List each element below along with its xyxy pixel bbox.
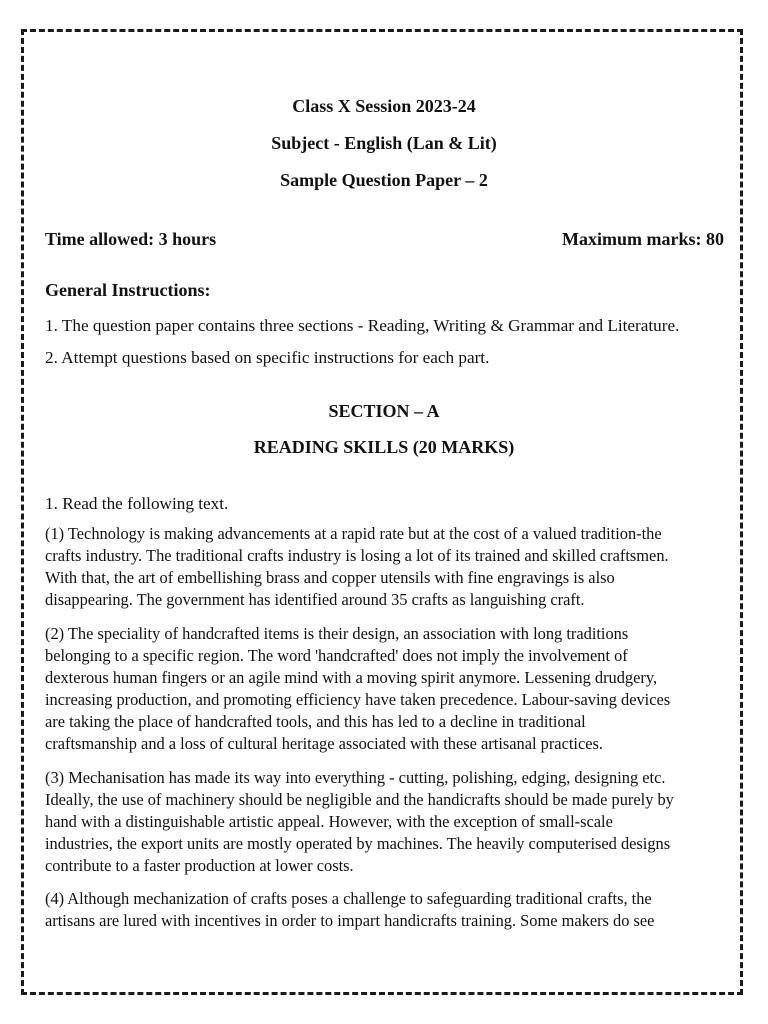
passage-paragraph-1 [45,523,725,611]
paragraph-line: disappearing. The government has identified around 35 crafts as languishing craft. [45,590,585,609]
paragraph-line: With that, the art of embellishing brass and copper utensils with fine engravings is also [45,568,615,587]
session-title: Class X Session 2023-24 [292,96,476,116]
passage-paragraph-3 [45,767,725,877]
paragraph-line: belonging to a specific region. The word 'handcrafted' does not imply the involvement of [45,646,628,665]
instructions-heading: General Instructions: [45,280,211,300]
time-allowed: Time allowed: 3 hours [45,229,217,249]
paragraph-line: (1) Technology is making advancements at a rapid rate but at the cost of a valued tradition-the [45,524,662,543]
paragraph-line: (2) The speciality of handcrafted items is their design, an association with long traditions [45,624,629,643]
paragraph-line: contribute to a faster production at lower costs. [45,856,354,875]
paragraph-line: (3) Mechanisation has made its way into everything - cutting, polishing, edging, designing etc. [45,768,666,787]
paragraph-line: craftsmanship and a loss of cultural heritage associated with these artisanal practices. [45,734,603,753]
paper-title: Sample Question Paper – 2 [280,170,488,190]
question-prompt: 1. Read the following text. [45,494,229,513]
paragraph-line: hand with a distinguishable artistic appeal. However, with the exception of small-scale [45,812,613,831]
instruction-item: 1. The question paper contains three sections - Reading, Writing & Grammar and Literature. [45,316,680,335]
passage-paragraph-2 [45,623,725,755]
paragraph-line: increasing production, and promoting efficiency have taken precedence. Labour-saving devices [45,690,671,709]
passage-paragraph-4 [45,888,725,932]
section-title: SECTION – A [328,401,440,421]
paragraph-line: Ideally, the use of machinery should be negligible and the handicrafts should be made purely by [45,790,674,809]
paragraph-line: (4) Although mechanization of crafts poses a challenge to safeguarding traditional crafts, the [45,889,652,908]
subject-title: Subject - English (Lan & Lit) [271,133,497,153]
paragraph-line: industries, the export units are mostly operated by machines. The heavily computerised designs [45,834,671,853]
instruction-item: 2. Attempt questions based on specific instructions for each part. [45,348,490,367]
section-subtitle: READING SKILLS (20 MARKS) [253,437,515,457]
paragraph-line: crafts industry. The traditional crafts industry is losing a lot of its trained and skilled craftsmen. [45,546,669,565]
paragraph-line: artisans are lured with incentives in order to impart handicrafts training. Some makers do see [45,911,655,930]
maximum-marks: Maximum marks: 80 [562,229,724,249]
paragraph-line: dexterous human fingers or an agile mind with a moving spirit anymore. Lessening drudgery, [45,668,658,687]
paragraph-line: are taking the place of handcrafted tools, and this has led to a decline in traditional [45,712,586,731]
